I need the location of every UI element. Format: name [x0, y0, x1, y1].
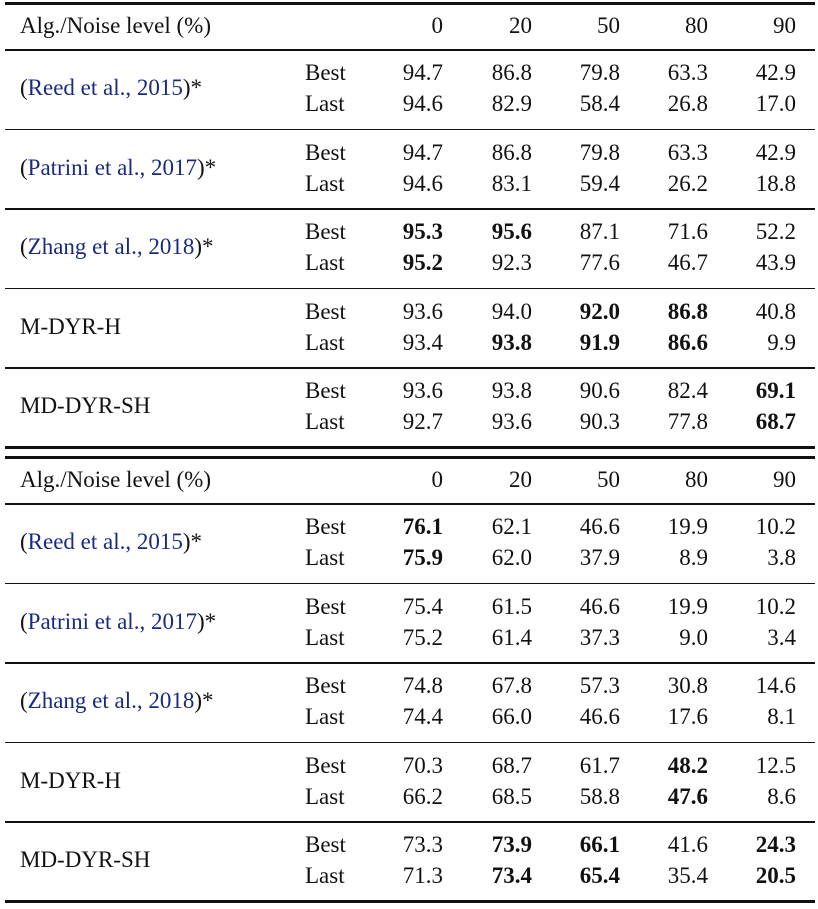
row-label: Last: [305, 863, 345, 889]
value-cell: 12.5: [755, 752, 796, 778]
row-label: Best: [305, 219, 346, 245]
method-name-text: )*: [196, 154, 217, 180]
value-cell: 26.2: [667, 170, 708, 196]
value-cell: 58.8: [579, 783, 620, 809]
value-cell: 75.9: [402, 545, 443, 570]
value-cell: 9.9: [767, 329, 796, 355]
value-cell: 75.4: [402, 593, 443, 619]
method-name-text: MD-DYR-SH: [20, 393, 151, 419]
row-label: Best: [305, 514, 346, 539]
method-name-text: )*: [182, 75, 203, 100]
header-rule: [5, 49, 815, 51]
value-cell: 94.7: [402, 60, 443, 85]
value-cell: 87.1: [579, 219, 620, 245]
citation-link[interactable]: Zhang et al., 2018: [27, 688, 195, 714]
value-cell: 8.9: [679, 545, 708, 570]
method-name-text: )*: [194, 234, 214, 260]
value-cell: 3.8: [767, 545, 796, 570]
value-cell: 61.5: [491, 593, 532, 619]
value-cell: 40.8: [755, 298, 796, 324]
value-cell: 82.4: [667, 378, 708, 404]
top-rule: [5, 2, 815, 5]
method-name-text: (: [20, 529, 28, 554]
value-cell: 8.1: [767, 704, 796, 730]
header-column: 90: [773, 467, 796, 492]
method-name-text: (: [20, 75, 28, 100]
header-column: 80: [685, 467, 708, 492]
value-cell: 48.2: [667, 752, 708, 778]
value-cell: 18.8: [755, 170, 796, 196]
value-cell: 52.2: [755, 219, 796, 245]
row-label: Best: [305, 593, 346, 619]
value-cell: 30.8: [667, 673, 708, 699]
bottom-rule: [5, 900, 815, 903]
row-label: Last: [305, 250, 345, 276]
header-label: Alg./Noise level (%): [20, 467, 211, 492]
value-cell: 94.7: [402, 139, 443, 165]
value-cell: 90.3: [579, 409, 620, 435]
group-rule: [5, 129, 815, 131]
value-cell: 37.9: [579, 545, 620, 570]
citation-link[interactable]: Patrini et al., 2017: [27, 608, 197, 634]
value-cell: 26.8: [667, 91, 708, 116]
header-column: 50: [597, 13, 620, 38]
method-name: [20, 768, 121, 794]
citation-link[interactable]: Reed et al., 2015: [27, 75, 183, 100]
value-cell: 17.0: [755, 91, 796, 116]
value-cell: 69.1: [755, 378, 796, 404]
value-cell: 3.4: [767, 624, 796, 650]
method-name-text: MD-DYR-SH: [20, 847, 151, 873]
value-cell: 14.6: [755, 673, 796, 699]
value-cell: 92.0: [579, 298, 620, 324]
value-cell: 77.6: [579, 250, 620, 276]
row-label: Best: [305, 832, 346, 858]
row-label: Last: [305, 170, 345, 196]
header-label: Alg./Noise level (%): [20, 13, 211, 38]
value-cell: 19.9: [667, 514, 708, 539]
value-cell: 17.6: [667, 704, 708, 730]
value-cell: 35.4: [667, 863, 708, 889]
value-cell: 75.2: [402, 624, 443, 650]
method-name: [20, 314, 121, 340]
value-cell: 73.4: [491, 863, 532, 889]
method-name: [20, 529, 202, 555]
row-label: Best: [305, 378, 346, 404]
value-cell: 63.3: [667, 139, 708, 165]
value-cell: 10.2: [755, 593, 796, 619]
header-column: 50: [597, 467, 620, 492]
value-cell: 58.4: [579, 91, 620, 116]
header-column: 80: [685, 13, 708, 38]
method-name: [20, 234, 214, 260]
value-cell: 79.8: [579, 60, 620, 85]
value-cell: 46.6: [579, 514, 620, 539]
value-cell: 46.7: [667, 250, 708, 276]
header-column: 20: [509, 467, 532, 492]
value-cell: 68.5: [491, 783, 532, 809]
value-cell: 19.9: [667, 593, 708, 619]
value-cell: 68.7: [755, 409, 796, 435]
row-label: Best: [305, 139, 346, 165]
method-name: [20, 393, 150, 419]
value-cell: 42.9: [755, 139, 796, 165]
value-cell: 61.7: [579, 752, 620, 778]
row-label: Best: [305, 298, 346, 324]
citation-link[interactable]: Patrini et al., 2017: [27, 154, 197, 180]
method-name-text: M-DYR-H: [20, 767, 121, 793]
value-cell: 79.8: [579, 139, 620, 165]
value-cell: 24.3: [755, 832, 796, 858]
value-cell: 10.2: [755, 514, 796, 539]
value-cell: 82.9: [491, 91, 532, 116]
method-name-text: )*: [196, 608, 217, 634]
value-cell: 43.9: [755, 250, 796, 276]
value-cell: 94.6: [402, 91, 443, 116]
value-cell: 92.3: [491, 250, 532, 276]
row-label: Best: [305, 752, 346, 778]
value-cell: 93.4: [402, 329, 443, 355]
bottom-rule: [5, 446, 815, 449]
value-cell: 47.6: [667, 783, 708, 809]
value-cell: 86.8: [667, 298, 708, 324]
group-rule: [5, 821, 815, 823]
method-name-text: M-DYR-H: [20, 313, 121, 339]
value-cell: 46.6: [579, 593, 620, 619]
value-cell: 95.6: [491, 219, 532, 245]
value-cell: 20.5: [755, 863, 796, 889]
value-cell: 46.6: [579, 704, 620, 730]
value-cell: 65.4: [579, 863, 620, 889]
citation-link[interactable]: Zhang et al., 2018: [27, 234, 195, 260]
value-cell: 86.8: [491, 139, 532, 165]
value-cell: 66.1: [579, 832, 620, 858]
group-rule: [5, 742, 815, 744]
value-cell: 8.6: [767, 783, 796, 809]
value-cell: 83.1: [491, 170, 532, 196]
value-cell: 57.3: [579, 673, 620, 699]
value-cell: 93.6: [402, 298, 443, 324]
header-column: 0: [431, 467, 443, 492]
row-label: Last: [305, 783, 345, 809]
value-cell: 62.0: [491, 545, 532, 570]
row-label: Last: [305, 545, 345, 570]
value-cell: 73.3: [402, 832, 443, 858]
top-rule: [5, 456, 815, 459]
value-cell: 76.1: [402, 514, 443, 539]
header-column: 20: [509, 13, 532, 38]
value-cell: 94.0: [491, 298, 532, 324]
row-label: Last: [305, 329, 345, 355]
value-cell: 77.8: [667, 409, 708, 435]
value-cell: 90.6: [579, 378, 620, 404]
value-cell: 93.6: [402, 378, 443, 404]
value-cell: 61.4: [491, 624, 532, 650]
value-cell: 93.6: [491, 409, 532, 435]
method-name: [20, 847, 150, 873]
group-rule: [5, 583, 815, 585]
row-label: Last: [305, 624, 345, 650]
value-cell: 68.7: [491, 752, 532, 778]
method-name-text: )*: [194, 688, 214, 714]
value-cell: 66.0: [491, 704, 532, 730]
group-rule: [5, 208, 815, 210]
header-rule: [5, 503, 815, 505]
value-cell: 86.6: [667, 329, 708, 355]
value-cell: 9.0: [679, 624, 708, 650]
row-label: Best: [305, 60, 346, 85]
method-name-text: (: [20, 154, 28, 180]
value-cell: 42.9: [755, 60, 796, 85]
value-cell: 93.8: [491, 329, 532, 355]
value-cell: 74.8: [402, 673, 443, 699]
row-label: Last: [305, 91, 345, 116]
row-label: Last: [305, 409, 345, 435]
method-name-text: (: [20, 234, 28, 260]
method-name: [20, 688, 214, 714]
value-cell: 91.9: [579, 329, 620, 355]
value-cell: 94.6: [402, 170, 443, 196]
method-name-text: (: [20, 688, 28, 714]
value-cell: 70.3: [402, 752, 443, 778]
method-name: [20, 609, 216, 635]
value-cell: 37.3: [579, 624, 620, 650]
value-cell: 95.3: [402, 219, 443, 245]
value-cell: 71.3: [402, 863, 443, 889]
value-cell: 95.2: [402, 250, 443, 276]
group-rule: [5, 662, 815, 664]
value-cell: 71.6: [667, 219, 708, 245]
group-rule: [5, 367, 815, 369]
value-cell: 74.4: [402, 704, 443, 730]
value-cell: 93.8: [491, 378, 532, 404]
group-rule: [5, 288, 815, 290]
row-label: Best: [305, 673, 346, 699]
value-cell: 59.4: [579, 170, 620, 196]
citation-link[interactable]: Reed et al., 2015: [27, 529, 183, 554]
row-label: Last: [305, 704, 345, 730]
header-column: 90: [773, 13, 796, 38]
value-cell: 86.8: [491, 60, 532, 85]
value-cell: 92.7: [402, 409, 443, 435]
header-column: 0: [431, 13, 443, 38]
value-cell: 66.2: [402, 783, 443, 809]
method-name-text: )*: [182, 529, 203, 554]
value-cell: 41.6: [667, 832, 708, 858]
method-name-text: (: [20, 608, 28, 634]
value-cell: 67.8: [491, 673, 532, 699]
method-name: [20, 155, 216, 181]
method-name: [20, 75, 202, 101]
value-cell: 73.9: [491, 832, 532, 858]
value-cell: 63.3: [667, 60, 708, 85]
value-cell: 62.1: [491, 514, 532, 539]
